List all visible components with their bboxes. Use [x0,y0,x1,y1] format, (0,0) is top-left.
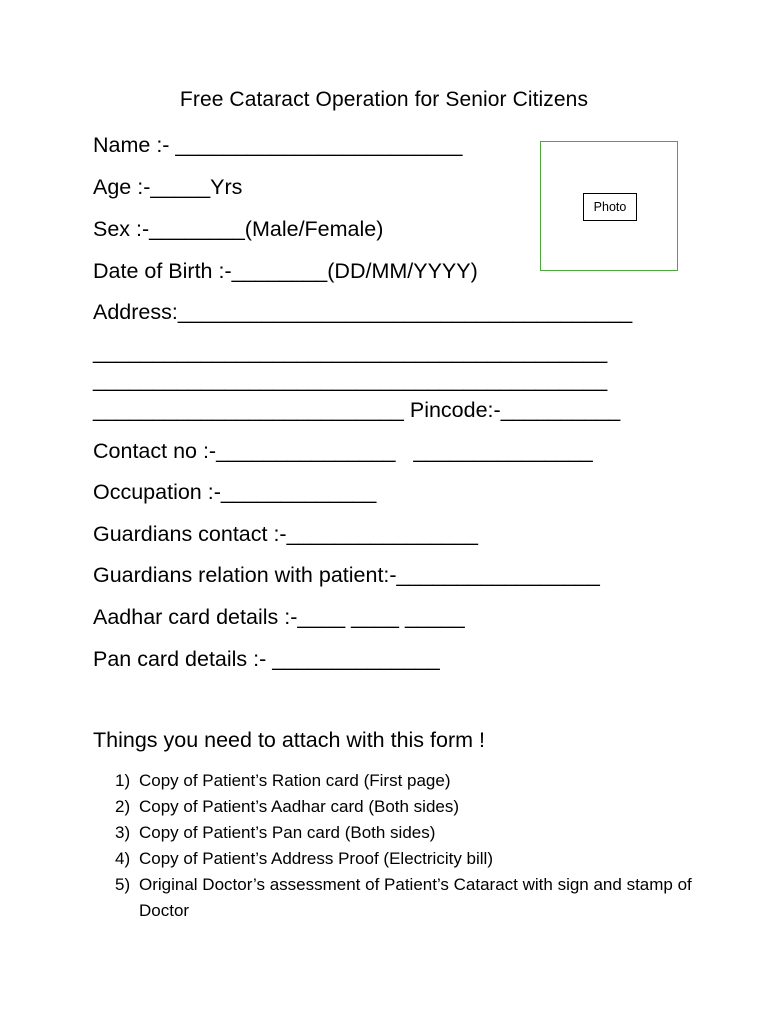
age-field: Age :-_____Yrs [93,175,243,199]
list-number: 5) [115,875,131,894]
contact-field: Contact no :-_______________ _______________ [93,439,593,463]
guardians-relation-field: Guardians relation with patient:-_________________ [93,563,600,587]
list-text: Original Doctor’s assessment of Patient’s Cataract with sign and stamp of Doctor [139,875,692,920]
address-line-2: ___________________________________________ [93,340,608,364]
list-text: Copy of Patient’s Address Proof (Electricity bill) [139,849,493,868]
list-item [115,820,695,846]
list-item [115,846,695,872]
occupation-field: Occupation :-_____________ [93,480,377,504]
list-text: Copy of Patient’s Aadhar card (Both sides) [139,797,460,816]
list-number: 1) [115,771,131,790]
address-field: Address:______________________________________ [93,300,633,324]
list-item [115,872,695,924]
photo-label: Photo [583,193,637,221]
list-number: 3) [115,823,131,842]
attach-list [115,768,695,924]
date-of-birth-field: Date of Birth :-________(DD/MM/YYYY) [93,259,478,283]
list-item [115,768,695,794]
list-text: Copy of Patient’s Ration card (First page) [139,771,451,790]
list-text: Copy of Patient’s Pan card (Both sides) [139,823,436,842]
name-field: Name :- ________________________ [93,133,463,157]
form-title: Free Cataract Operation for Senior Citizens [179,88,589,111]
list-item [115,794,695,820]
list-number: 2) [115,797,131,816]
sex-field: Sex :-________(Male/Female) [93,217,384,241]
address-line-3: ___________________________________________ [93,368,608,392]
aadhar-field: Aadhar card details :-____ ____ _____ [93,605,465,629]
pincode-field: __________________________ Pincode:-__________ [93,398,621,422]
guardians-contact-field: Guardians contact :-________________ [93,522,478,546]
attach-heading: Things you need to attach with this form ! [93,728,485,752]
pan-field: Pan card details :- ______________ [93,647,440,671]
list-number: 4) [115,849,131,868]
